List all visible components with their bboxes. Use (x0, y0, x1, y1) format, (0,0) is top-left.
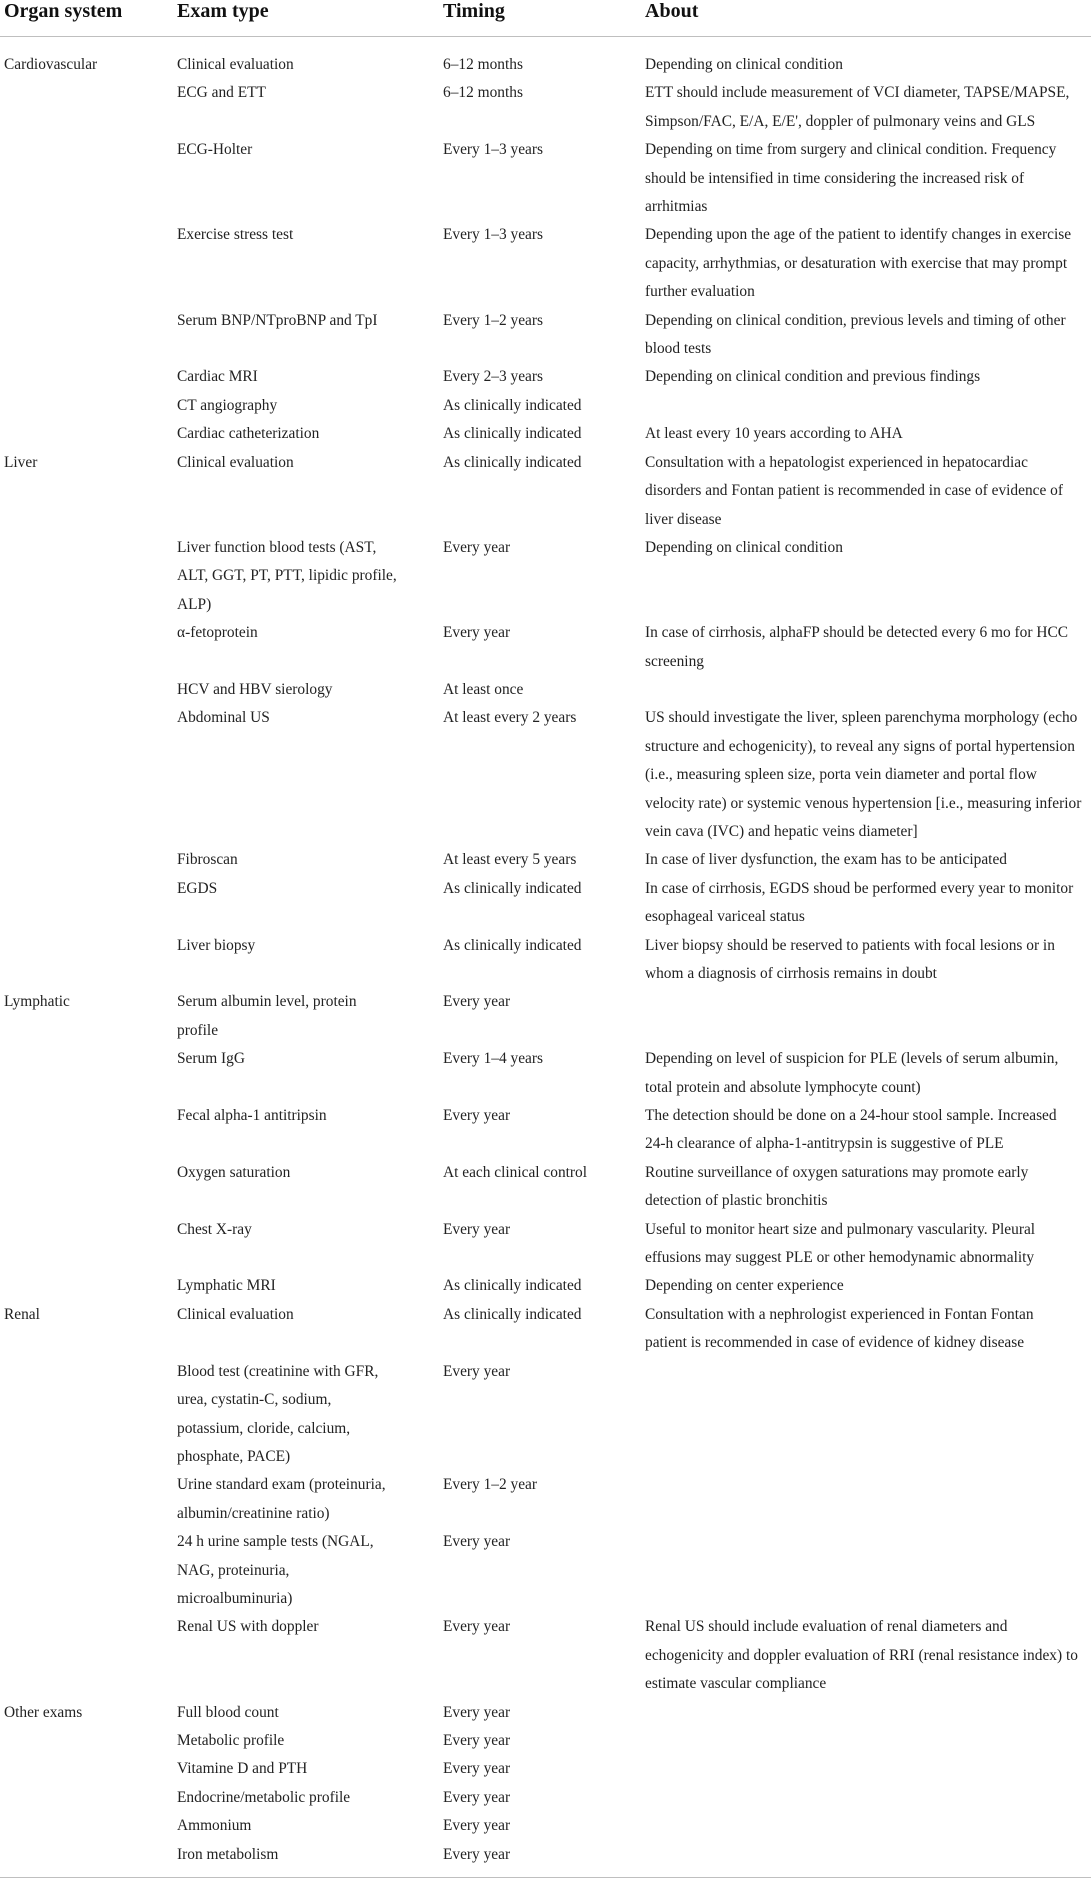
timing-cell: Every year (443, 1788, 511, 1806)
organ-system-cell (0, 875, 173, 932)
exam-type-cell: ECG and ETT (177, 84, 266, 102)
table-row (0, 1755, 1091, 1783)
table-body (0, 37, 1091, 1878)
timing-cell: Every year (443, 1362, 511, 1380)
table-row (0, 307, 1091, 364)
table-row (0, 136, 1091, 221)
organ-system-cell (0, 136, 173, 221)
timing-cell: 6–12 months (443, 84, 523, 102)
timing-cell: At each clinical control (443, 1163, 588, 1181)
exam-type-cell: Fecal alpha-1 antitripsin (177, 1107, 327, 1125)
exam-type-cell: Cardiac catheterization (177, 425, 320, 443)
about-cell: Liver biopsy should be reserved to patients with focal lesions or in whom a diagnosis of cirrhosis remains in doubt (645, 936, 1055, 982)
timing-cell: As clinically indicated (443, 1277, 582, 1295)
about-cell: Depending on clinical condition (645, 538, 843, 556)
exam-type-cell: 24 h urine sample tests (NGAL, NAG, proteinuria, microalbuminuria) (177, 1533, 374, 1607)
table-row (0, 1471, 1091, 1528)
organ-system-cell: Cardiovascular (4, 56, 98, 73)
organ-system-cell (0, 1471, 173, 1528)
about-cell (641, 1812, 1091, 1840)
timing-cell: Every year (443, 1760, 511, 1778)
organ-system-cell (0, 1045, 173, 1102)
header-organ-system: Organ system (4, 0, 123, 22)
about-cell: US should investigate the liver, spleen parenchyma morphology (echo structure and echogenicity), to reveal any signs of portal hypertension (i.e., measuring spleen size, porta vein diameter and portal flow velocity rate) or systemic venous hypertension [i.e., measuring inferior vein cava (IVC) and hepatic veins diameter] (645, 709, 1082, 840)
table-row (0, 1841, 1091, 1878)
table-row (0, 704, 1091, 846)
table-row (0, 1045, 1091, 1102)
organ-system-cell (0, 1528, 173, 1613)
table-row (0, 37, 1091, 80)
about-cell: ETT should include measurement of VCI diameter, TAPSE/MAPSE, Simpson/FAC, E/A, E/E', doppler of pulmonary veins and GLS (645, 84, 1070, 130)
exam-type-cell: Oxygen saturation (177, 1163, 291, 1181)
organ-system-cell: Lymphatic (4, 993, 70, 1011)
about-cell: Consultation with a hepatologist experienced in hepatocardiac disorders and Fontan patient is recommended in case of evidence of liver disease (645, 453, 1063, 528)
organ-system-cell (0, 420, 173, 448)
about-cell: Depending upon the age of the patient to identify changes in exercise capacity, arrhythmias, or desaturation with exercise that may prompt further evaluation (645, 226, 1072, 301)
timing-cell: 6–12 months (443, 56, 523, 73)
exam-type-cell: Exercise stress test (177, 226, 294, 244)
timing-cell: As clinically indicated (443, 453, 582, 471)
timing-cell: Every year (443, 1220, 511, 1238)
exam-type-cell: Liver biopsy (177, 936, 256, 954)
about-cell: Depending on level of suspicion for PLE (levels of serum albumin, total protein and absolute lymphocyte count) (645, 1050, 1059, 1096)
exam-type-cell: Full blood count (177, 1703, 279, 1721)
table-row (0, 449, 1091, 534)
table-row (0, 875, 1091, 932)
organ-system-cell (0, 1159, 173, 1216)
about-cell: Routine surveillance of oxygen saturations may promote early detection of plastic bronchitis (645, 1163, 1029, 1210)
timing-cell: Every 1–3 years (443, 141, 544, 159)
exam-type-cell: α-fetoprotein (177, 624, 258, 642)
about-cell (641, 1699, 1091, 1727)
table-row (0, 363, 1091, 391)
exam-type-cell: Abdominal US (177, 709, 270, 727)
exam-type-cell: Endocrine/metabolic profile (177, 1788, 351, 1806)
about-cell: Depending on clinical condition and previous findings (645, 368, 981, 386)
organ-system-cell (0, 1841, 173, 1878)
timing-cell: At least once (443, 680, 524, 698)
about-cell: In case of cirrhosis, alphaFP should be detected every 6 mo for HCC screening (645, 624, 1068, 670)
table-row (0, 676, 1091, 704)
timing-cell: Every year (443, 993, 511, 1011)
timing-cell: Every year (443, 1107, 511, 1125)
about-cell: At least every 10 years according to AHA (645, 425, 903, 443)
table-row (0, 1613, 1091, 1698)
about-cell (641, 676, 1091, 704)
table-row (0, 1727, 1091, 1755)
timing-cell: As clinically indicated (443, 936, 582, 954)
about-cell: In case of cirrhosis, EGDS shoud be performed every year to monitor esophageal variceal status (645, 879, 1074, 926)
timing-cell: Every 1–2 years (443, 311, 544, 329)
timing-cell: As clinically indicated (443, 879, 582, 897)
organ-system-cell (0, 1812, 173, 1840)
exam-type-cell: Liver function blood tests (AST, ALT, GGT, PT, PTT, lipidic profile, ALP) (177, 538, 397, 613)
exam-type-cell: ECG-Holter (177, 141, 253, 159)
table-row (0, 1216, 1091, 1273)
table-row (0, 221, 1091, 306)
exam-type-cell: Ammonium (177, 1817, 252, 1835)
header-timing: Timing (443, 0, 505, 22)
organ-system-cell (0, 1755, 173, 1783)
exam-type-cell: Clinical evaluation (177, 1305, 294, 1323)
timing-cell: At least every 2 years (443, 709, 577, 727)
exam-type-cell: Vitamine D and PTH (177, 1760, 308, 1778)
organ-system-cell (0, 392, 173, 420)
timing-cell: Every 2–3 years (443, 368, 544, 386)
organ-system-cell (0, 79, 173, 136)
timing-cell: As clinically indicated (443, 1305, 582, 1323)
exam-type-cell: EGDS (177, 879, 218, 897)
about-cell: Depending on clinical condition (645, 56, 843, 73)
organ-system-cell (0, 704, 173, 846)
about-cell (641, 1358, 1091, 1472)
timing-cell: Every year (443, 1703, 511, 1721)
header-row (0, 0, 1091, 37)
exam-type-cell: Clinical evaluation (177, 453, 294, 471)
about-cell: Consultation with a nephrologist experienced in Fontan Fontan patient is recommended in case of evidence of kidney disease (645, 1305, 1034, 1352)
timing-cell: Every 1–2 year (443, 1476, 538, 1494)
table-row (0, 1272, 1091, 1300)
about-cell (641, 1528, 1091, 1613)
table-row (0, 1528, 1091, 1613)
about-cell (641, 1784, 1091, 1812)
exam-type-cell: Urine standard exam (proteinuria, albumin/creatinine ratio) (177, 1476, 386, 1522)
exam-type-cell: Serum IgG (177, 1050, 245, 1068)
table-row (0, 619, 1091, 676)
timing-cell: As clinically indicated (443, 396, 582, 414)
exam-type-cell: Renal US with doppler (177, 1618, 319, 1636)
about-cell (641, 1755, 1091, 1783)
table-row (0, 1784, 1091, 1812)
about-cell: The detection should be done on a 24-hour stool sample. Increased 24-h clearance of alpha-1-antitrypsin is suggestive of PLE (645, 1107, 1057, 1153)
organ-system-cell (0, 1613, 173, 1698)
table-row (0, 846, 1091, 874)
organ-system-cell (0, 676, 173, 704)
exam-type-cell: Serum BNP/NTproBNP and TpI (177, 311, 378, 329)
table-row (0, 1159, 1091, 1216)
timing-cell: Every year (443, 1845, 511, 1863)
exam-type-cell: CT angiography (177, 396, 278, 414)
about-cell: In case of liver dysfunction, the exam has to be anticipated (645, 851, 1007, 869)
timing-cell: At least every 5 years (443, 851, 577, 869)
about-cell (641, 1727, 1091, 1755)
timing-cell: Every year (443, 1533, 511, 1551)
timing-cell: Every year (443, 1817, 511, 1835)
table-row (0, 1358, 1091, 1472)
organ-system-cell (0, 846, 173, 874)
header-about: About (645, 0, 699, 22)
timing-cell: Every year (443, 1618, 511, 1636)
organ-system-cell (0, 932, 173, 989)
organ-system-cell (0, 1358, 173, 1472)
organ-system-cell (0, 1216, 173, 1273)
about-cell (641, 1841, 1091, 1878)
about-cell: Depending on time from surgery and clinical condition. Frequency should be intensified in time considering the increased risk of arrhitmias (645, 141, 1057, 216)
organ-system-cell: Liver (4, 453, 38, 471)
timing-cell: As clinically indicated (443, 425, 582, 443)
organ-system-cell (0, 363, 173, 391)
organ-system-cell (0, 221, 173, 306)
exam-type-cell: Blood test (creatinine with GFR, urea, cystatin-C, sodium, potassium, cloride, calcium, phosphate, PACE) (177, 1362, 379, 1465)
table-row (0, 79, 1091, 136)
table-row (0, 932, 1091, 989)
timing-cell: Every year (443, 624, 511, 642)
timing-cell: Every year (443, 538, 511, 556)
exam-type-cell: Lymphatic MRI (177, 1277, 276, 1295)
exam-type-cell: Iron metabolism (177, 1845, 279, 1863)
table-row (0, 1102, 1091, 1159)
exam-type-cell: Fibroscan (177, 851, 238, 869)
about-cell: Renal US should include evaluation of renal diameters and echogenicity and doppler evaluation of RRI (renal resistance index) to estimate vascular compliance (645, 1618, 1078, 1693)
timing-cell: Every year (443, 1731, 511, 1749)
table-row (0, 1812, 1091, 1840)
exam-type-cell: Chest X-ray (177, 1220, 252, 1238)
header-exam-type: Exam type (177, 0, 269, 22)
organ-system-cell: Renal (4, 1305, 40, 1323)
organ-system-cell (0, 534, 173, 619)
timing-cell: Every 1–4 years (443, 1050, 544, 1068)
about-cell: Depending on center experience (645, 1277, 844, 1295)
table-header (0, 0, 1091, 37)
organ-system-cell (0, 1272, 173, 1300)
exam-type-cell: Metabolic profile (177, 1731, 285, 1749)
about-cell (641, 1471, 1091, 1528)
exam-type-cell: Cardiac MRI (177, 368, 258, 386)
organ-system-cell (0, 1727, 173, 1755)
exam-type-cell: Serum albumin level, protein profile (177, 993, 357, 1039)
organ-system-cell: Other exams (4, 1703, 83, 1721)
table-row (0, 392, 1091, 420)
timing-cell: Every 1–3 years (443, 226, 544, 244)
table-row (0, 1699, 1091, 1727)
about-cell: Depending on clinical condition, previous levels and timing of other blood tests (645, 311, 1066, 358)
organ-system-cell (0, 1784, 173, 1812)
table-row (0, 1301, 1091, 1358)
about-cell (641, 988, 1091, 1045)
exam-type-cell: Clinical evaluation (177, 56, 294, 73)
organ-system-cell (0, 307, 173, 364)
organ-system-cell (0, 619, 173, 676)
organ-system-cell (0, 1102, 173, 1159)
exam-type-cell: HCV and HBV sierology (177, 680, 333, 698)
about-cell (641, 392, 1091, 420)
table-row (0, 534, 1091, 619)
table-row (0, 420, 1091, 448)
table-row (0, 988, 1091, 1045)
about-cell: Useful to monitor heart size and pulmonary vascularity. Pleural effusions may suggest PLE or other hemodynamic abnormality (645, 1220, 1036, 1267)
